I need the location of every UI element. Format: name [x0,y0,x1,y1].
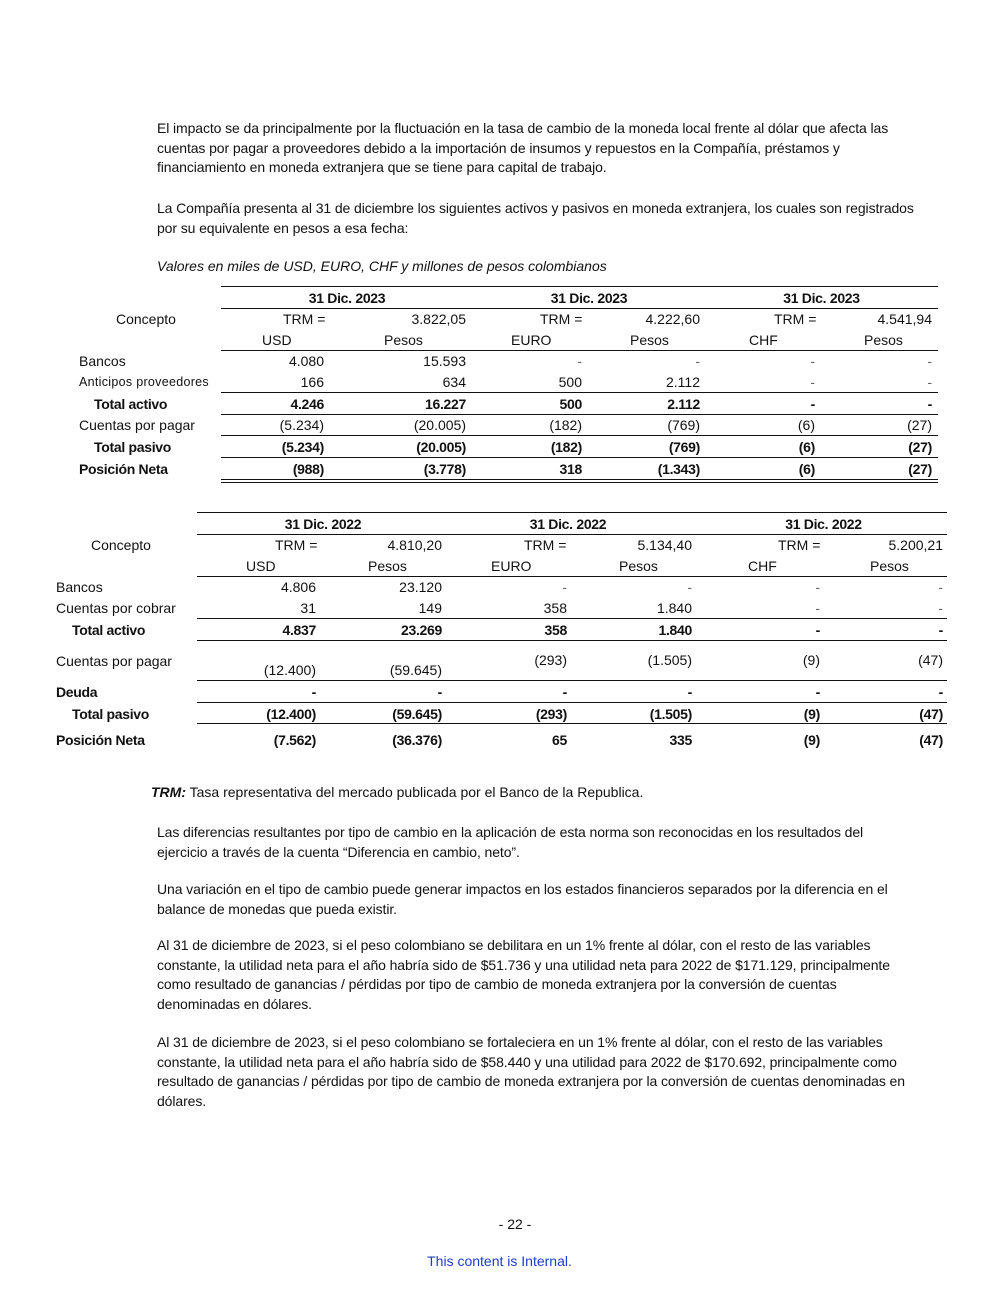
value-cell: - [927,353,932,369]
value-cell: 1.840 [656,600,692,616]
weakening-paragraph: Al 31 de diciembre de 2023, si el peso colombiano se debilitara en un 1% frente al dólar, con el resto de las variables constante, la utilidad neta para el año habría sido de $51.736 y una utilidad neta para 2022 de $171.129, principalmente como resultado de ganancias / pérdidas por tipo de cambio de moneda extranjera por la conversión de cuentas denominadas en dólares. [157,937,890,1012]
value-cell: 500 [559,396,582,412]
value-cell: (7.562) [273,732,316,748]
value-cell: 4.806 [280,579,316,595]
trm-footnote [151,784,643,800]
currency-pesos: Pesos [864,332,903,348]
value-cell: (182) [549,417,582,433]
value-cell: - [938,600,943,616]
value-cell: (1.505) [649,706,692,722]
concepto-header: Concepto [91,537,151,553]
trm-value-chf: 5.200,21 [888,537,943,553]
classification-label: This content is Internal. [427,1253,572,1269]
value-cell: (59.645) [392,706,442,722]
value-cell: 65 [552,732,567,748]
table-rule [197,576,947,577]
value-cell: (12.400) [263,662,316,678]
table-caption: Valores en miles de USD, EURO, CHF y millones de pesos colombianos [157,258,607,274]
value-cell: 1.840 [658,622,692,638]
value-cell: (6) [798,461,815,477]
value-cell: (9) [802,652,820,668]
value-cell: - [810,353,815,369]
value-cell: (5.234) [279,417,324,433]
trm-value-euro: 5.134,40 [637,537,692,553]
row-label: Bancos [79,353,126,369]
currency-euro: EURO [491,558,532,574]
value-cell: (769) [668,439,700,455]
group-header-chf: 31 Dic. 2023 [783,290,860,306]
value-cell: (36.376) [392,732,442,748]
value-cell: - [815,600,820,616]
value-cell: (27) [908,439,932,455]
value-cell: 335 [669,732,692,748]
table-rule [197,512,947,513]
table-rule [197,640,947,641]
value-cell: 500 [558,374,582,390]
value-cell: (47) [918,652,943,668]
value-cell: 4.080 [288,353,324,369]
value-cell: (1.343) [657,461,700,477]
trm-label: TRM = [524,537,567,553]
value-cell: (5.234) [281,439,324,455]
variation-paragraph: Una variación en el tipo de cambio puede generar impactos en los estados financieros separados por la diferencia en el balance de monedas que pueda existir. [157,881,888,917]
table-rule [221,308,938,309]
currency-pesos: Pesos [870,558,909,574]
value-cell: (20.005) [416,439,466,455]
value-cell: (20.005) [413,417,466,433]
currency-usd: USD [246,558,276,574]
row-label: Total activo [72,622,146,638]
value-cell: (293) [534,652,567,668]
value-cell: - [938,622,943,638]
currency-usd: USD [262,332,292,348]
group-header-chf: 31 Dic. 2022 [785,516,862,532]
value-cell: (6) [797,417,815,433]
row-label: Cuentas por cobrar [56,600,176,616]
value-cell: (9) [803,706,820,722]
value-cell: (12.400) [266,706,316,722]
table-rule [221,435,938,436]
value-cell: (988) [292,461,324,477]
value-cell: - [815,622,820,638]
table-rule [221,392,938,393]
value-cell: 15.593 [423,353,466,369]
table-rule [221,350,938,351]
value-cell: - [927,374,932,390]
trm-value-usd: 3.822,05 [411,311,466,327]
value-cell: (769) [667,417,700,433]
value-cell: (59.645) [389,662,442,678]
value-cell: - [938,684,943,700]
table-rule [221,457,938,458]
currency-pesos: Pesos [619,558,658,574]
row-label: Total pasivo [94,439,172,455]
value-cell: - [687,684,692,700]
value-cell: 358 [544,622,567,638]
table-rule [221,482,938,483]
value-cell: 4.246 [290,396,324,412]
footnote-label: TRM: [151,784,186,800]
value-cell: (47) [919,706,943,722]
value-cell: 166 [300,374,324,390]
value-cell: 2.112 [667,396,700,412]
row-label: Cuentas por pagar [56,653,172,669]
value-cell: 23.269 [400,622,442,638]
value-cell: (6) [798,439,815,455]
currency-pesos: Pesos [384,332,423,348]
currency-pesos: Pesos [630,332,669,348]
value-cell: (293) [535,706,567,722]
row-label: Bancos [56,579,103,595]
row-label: Total activo [94,396,168,412]
value-cell: - [810,374,815,390]
value-cell: - [810,396,815,412]
value-cell: - [562,684,567,700]
value-cell: - [695,353,700,369]
row-label: Deuda [56,684,98,700]
trm-value-chf: 4.541,94 [877,311,932,327]
row-label: Posición Neta [79,461,168,477]
value-cell: - [437,684,442,700]
concepto-header: Concepto [116,311,176,327]
value-cell: 23.120 [399,579,442,595]
value-cell: - [815,684,820,700]
value-cell: 634 [442,374,466,390]
value-cell: - [577,353,582,369]
table-rule [197,680,947,681]
row-label: Total pasivo [72,706,150,722]
table-rule [221,414,938,415]
value-cell: - [562,579,567,595]
currency-euro: EURO [511,332,552,348]
value-cell: - [311,684,316,700]
row-label: Anticipos proveedores [79,375,209,389]
table-rule [197,618,947,619]
value-cell: 149 [418,600,442,616]
group-header-euro: 31 Dic. 2023 [550,290,628,306]
trm-value-euro: 4.222,60 [645,311,700,327]
currency-chf: CHF [749,332,778,348]
value-cell: (47) [919,732,943,748]
value-cell: 2.112 [666,374,700,390]
value-cell: - [938,579,943,595]
table-rule [197,702,947,703]
assets-intro-paragraph: La Compañía presenta al 31 de diciembre los siguientes activos y pasivos en moneda extranjera, los cuales son registrados por su equivalente en pesos a esa fecha: [157,200,914,236]
trm-label: TRM = [778,537,821,553]
strengthening-paragraph: Al 31 de diciembre de 2023, si el peso colombiano se fortaleciera en un 1% frente al dólar, con el resto de las variables constante, la utilidad neta para el año habría sido de $58.440 y una utilidad para 2022 de $170.692, principalmente como resultado de ganancias / pérdidas por tipo de cambio de moneda extranjera por la conversión de cuentas denominadas en dólares. [157,1034,905,1109]
row-label: Cuentas por pagar [79,417,195,433]
currency-pesos: Pesos [368,558,407,574]
value-cell: 31 [300,600,316,616]
value-cell: 318 [559,461,582,477]
value-cell: (27) [908,461,932,477]
value-cell: (182) [550,439,582,455]
value-cell: 4.837 [282,622,316,638]
intro-paragraph: El impacto se da principalmente por la fluctuación en la tasa de cambio de la moneda local frente al dólar que afecta las cuentas por pagar a proveedores debido a la importación de insumos y repuestos en la Compañía, préstamos y financiamiento en moneda extranjera que se tiene para capital de trabajo. [157,120,889,175]
value-cell: - [815,579,820,595]
value-cell: - [927,396,932,412]
group-header-usd: 31 Dic. 2023 [308,290,386,306]
trm-label: TRM = [275,537,318,553]
value-cell: - [687,579,692,595]
table-rule [197,723,947,724]
trm-label: TRM = [774,311,817,327]
value-cell: (1.505) [647,652,692,668]
trm-label: TRM = [283,311,326,327]
table-rule [221,286,938,287]
table-rule [221,479,938,480]
group-header-euro: 31 Dic. 2022 [529,516,607,532]
footnote-text: Tasa representativa del mercado publicada por el Banco de la Republica. [189,784,644,800]
value-cell: (9) [803,732,820,748]
group-header-usd: 31 Dic. 2022 [284,516,362,532]
trm-value-usd: 4.810,20 [387,537,442,553]
page-number: - 22 - [498,1216,532,1232]
exchange-difference-paragraph: Las diferencias resultantes por tipo de cambio en la aplicación de esta norma son reconocidas en los resultados del ejercicio a través de la cuenta “Diferencia en cambio, neto”. [157,824,864,860]
value-cell: (3.778) [423,461,466,477]
row-label: Posición Neta [56,732,145,748]
table-rule [197,534,947,535]
value-cell: (27) [907,417,932,433]
trm-label: TRM = [540,311,583,327]
value-cell: 16.227 [424,396,466,412]
currency-chf: CHF [748,558,777,574]
value-cell: 358 [543,600,567,616]
